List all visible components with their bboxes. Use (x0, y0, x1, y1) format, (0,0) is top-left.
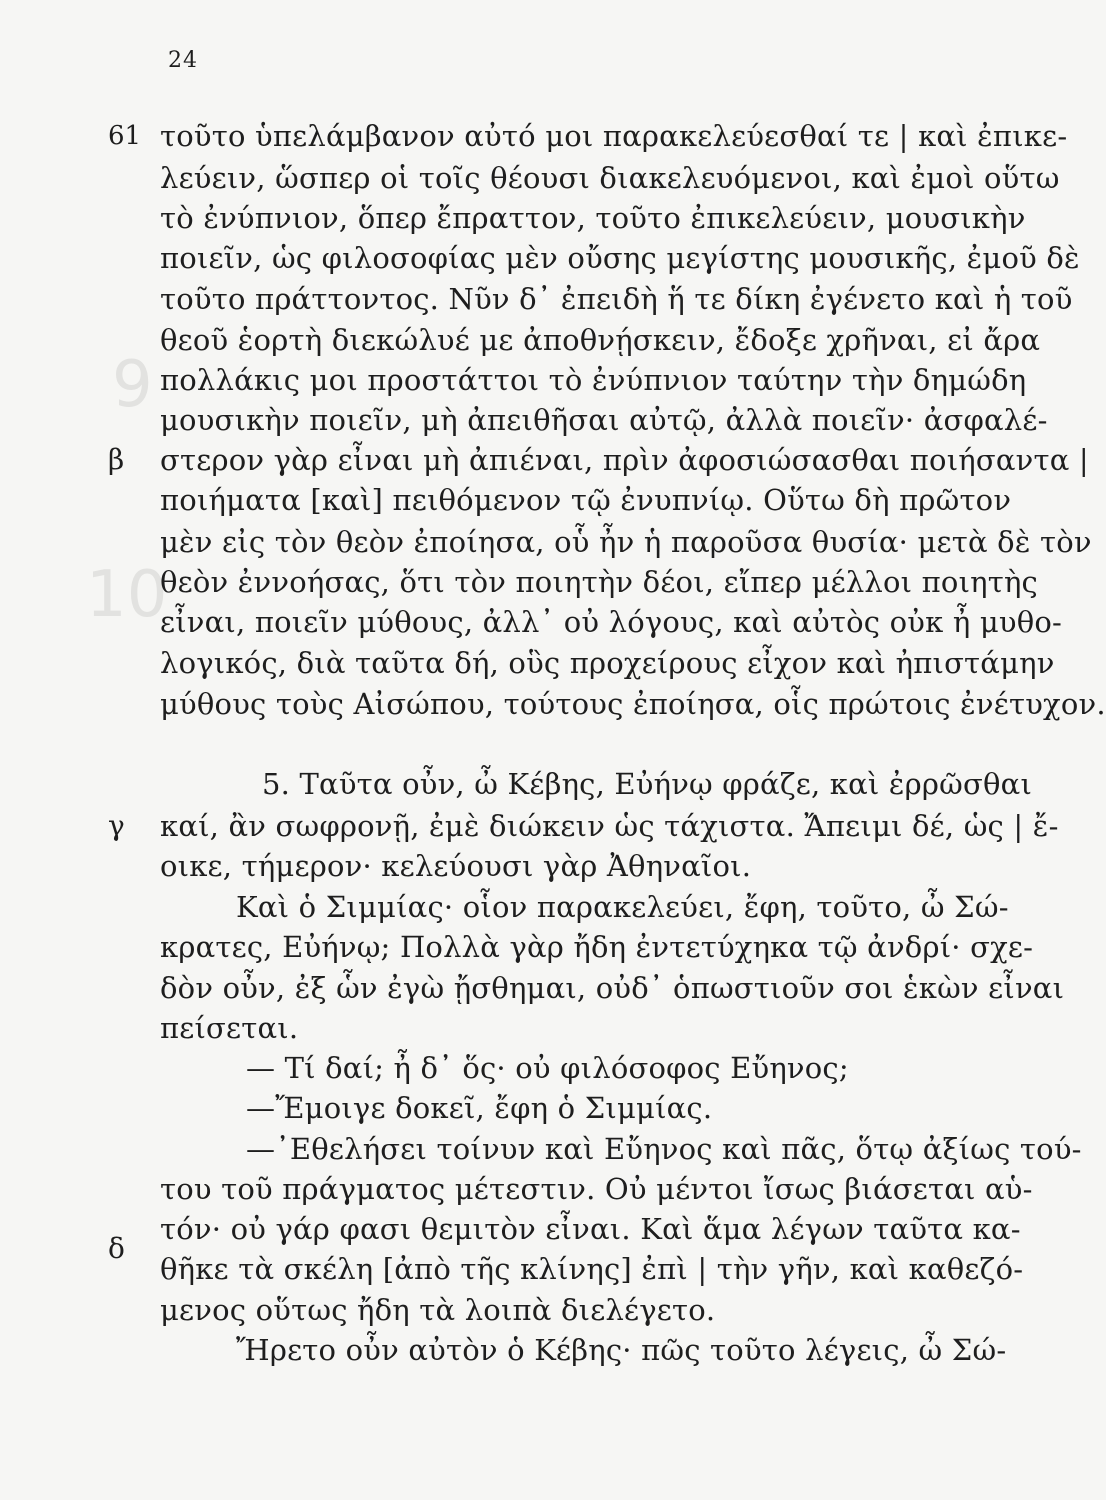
text-line: 5. Ταῦτα οὖν, ὦ Κέβης, Εὐήνῳ φράζε, καὶ ἐρρῶσθαι (262, 767, 1033, 801)
bleed-through-mark: 10 (86, 558, 168, 632)
text-line: μενος οὕτως ἤδη τὰ λοιπὰ διελέγετο. (160, 1293, 716, 1327)
text-line: πείσεται. (160, 1011, 299, 1045)
text-line: δὸν οὖν, ἐξ ὧν ἐγὼ ᾔσθημαι, οὐδ᾽ ὁπωστιοῦν σοι ἑκὼν εἶναι (160, 971, 1065, 1005)
text-line: τοῦτο πράττοντος. Νῦν δ᾽ ἐπειδὴ ἥ τε δίκη ἐγένετο καὶ ἡ τοῦ (160, 282, 1073, 316)
text-line: οικε, τήμερον· κελεύουσι γὰρ Ἀθηναῖοι. (160, 849, 752, 883)
margin-ref-beta: β (108, 443, 125, 476)
text-line: θῆκε τὰ σκέλη [ἀπὸ τῆς κλίνης] ἐπὶ | τὴν γῆν, καὶ καθεζό- (160, 1252, 1024, 1286)
text-line: θεὸν ἐννοήσας, ὅτι τὸν ποιητὴν δέοι, εἴπερ μέλλοι ποιητὴς (160, 565, 1038, 599)
text-line: μουσικὴν ποιεῖν, μὴ ἀπειθῆσαι αὐτῷ, ἀλλὰ ποιεῖν· ἀσφαλέ- (160, 403, 1048, 437)
margin-ref-61: 61 (108, 121, 142, 151)
text-line: θεοῦ ἑορτὴ διεκώλυέ με ἀποθνῄσκειν, ἔδοξε χρῆναι, εἰ ἄρα (160, 323, 1041, 357)
text-line: τοῦτο ὑπελάμβανον αὐτό μοι παρακελεύεσθαί τε | καὶ ἐπικε- (160, 119, 1068, 153)
text-line: λογικός, διὰ ταῦτα δή, οὓς προχείρους εἶχον καὶ ἠπιστάμην (160, 646, 1055, 680)
text-line: ποιήματα [καὶ] πειθόμενον τῷ ἐνυπνίῳ. Οὕτω δὴ πρῶτον (160, 483, 1012, 517)
bleed-through-mark: 9 (112, 348, 153, 422)
text-line: πολλάκις μοι προστάττοι τὸ ἐνύπνιον ταύτην τὴν δημώδη (160, 363, 1027, 397)
text-line: του τοῦ πράγματος μέτεστιν. Οὐ μέντοι ἴσως βιάσεται αὑ- (160, 1172, 1033, 1206)
text-line: ποιεῖν, ὡς φιλοσοφίας μὲν οὔσης μεγίστης μουσικῆς, ἐμοῦ δὲ (160, 241, 1080, 275)
text-line: Καὶ ὁ Σιμμίας· οἷον παρακελεύει, ἔφη, τοῦτο, ὦ Σώ- (236, 890, 1009, 924)
text-line: Ἤρετο οὖν αὐτὸν ὁ Κέβης· πῶς τοῦτο λέγεις, ὦ Σώ- (236, 1333, 1007, 1367)
text-line: εἶναι, ποιεῖν μύθους, ἀλλ᾽ οὐ λόγους, καὶ αὐτὸς οὐκ ἦ μυθο- (160, 605, 1063, 639)
text-line: λεύειν, ὥσπερ οἱ τοῖς θέουσι διακελευόμενοι, καὶ ἐμοὶ οὕτω (160, 161, 1060, 195)
text-line: τὸ ἐνύπνιον, ὅπερ ἔπραττον, τοῦτο ἐπικελεύειν, μουσικὴν (160, 201, 1026, 235)
text-line: — Τί δαί; ἦ δ᾽ ὅς· οὐ φιλόσοφος Εὔηνος; (246, 1051, 849, 1085)
text-line: —Ἔμοιγε δοκεῖ, ἔφη ὁ Σιμμίας. (246, 1091, 713, 1125)
text-line: στερον γὰρ εἶναι μὴ ἀπιέναι, πρὶν ἀφοσιώσασθαι ποιήσαντα | (160, 443, 1089, 477)
margin-ref-delta: δ (108, 1232, 125, 1265)
text-line: καί, ἂν σωφρονῇ, ἐμὲ διώκειν ὡς τάχιστα. Ἄπειμι δέ, ὡς | ἔ- (160, 809, 1059, 843)
page-number: 24 (168, 48, 198, 73)
text-line: κρατες, Εὐήνῳ; Πολλὰ γὰρ ἤδη ἐντετύχηκα τῷ ἀνδρί· σχε- (160, 930, 1034, 964)
text-line: —᾽Εθελήσει τοίνυν καὶ Εὔηνος καὶ πᾶς, ὅτῳ ἀξίως τού- (246, 1132, 1082, 1166)
text-line: μύθους τοὺς Αἰσώπου, τούτους ἐποίησα, οἷς πρώτοις ἐνέτυχον. (160, 687, 1106, 721)
text-line: μὲν εἰς τὸν θεὸν ἐποίησα, οὗ ἦν ἡ παροῦσα θυσία· μετὰ δὲ τὸν (160, 525, 1092, 559)
margin-ref-gamma: γ (108, 809, 125, 842)
text-line: τόν· οὐ γάρ φασι θεμιτὸν εἶναι. Καὶ ἅμα λέγων ταῦτα κα- (160, 1212, 1021, 1246)
